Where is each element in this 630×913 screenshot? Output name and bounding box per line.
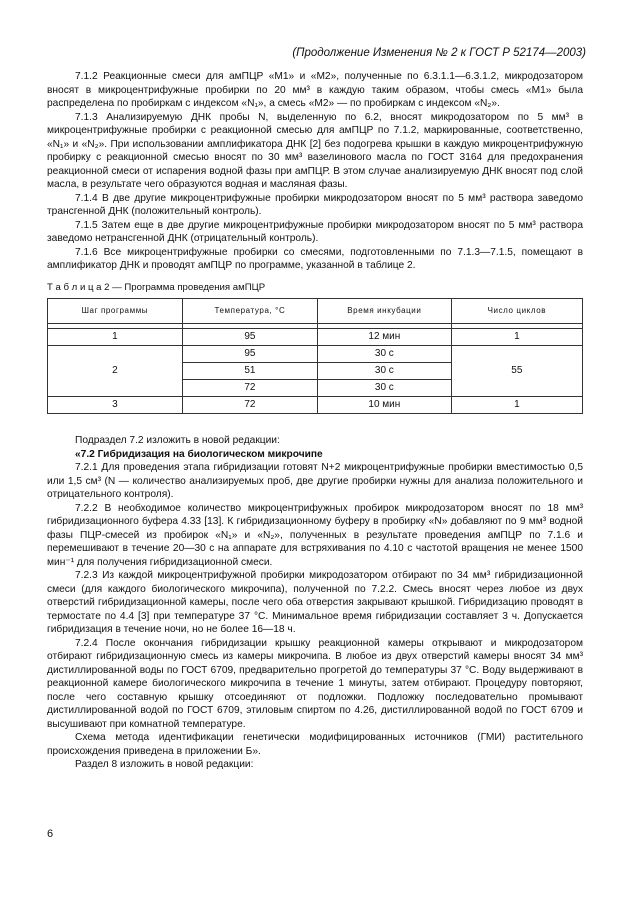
table-caption [47, 281, 583, 295]
table-caption-prefix: Т а б л и ц а 2 [47, 281, 110, 293]
cell-time: 30 с [317, 380, 451, 397]
cell-temperature: 51 [182, 363, 317, 380]
cell-cycles: 1 [451, 397, 582, 414]
table-header-row [48, 299, 583, 324]
header-step: Шаг программы [48, 299, 183, 324]
program-table [47, 298, 583, 414]
document-body [47, 70, 583, 772]
header-temperature: Температура, °С [182, 299, 317, 324]
cell-step: 3 [48, 397, 183, 414]
paragraph-7-1-5: 7.1.5 Затем еще в две другие микроцентрифужные пробирки микродозатором вносят по 5 мм³ раствора заведомо нетрансгенной ДНК (отрицательный контроль). [47, 219, 583, 244]
paragraph-section-8: Раздел 8 изложить в новой редакции: [75, 759, 254, 770]
page-header: (Продолжение Изменения № 2 к ГОСТ Р 52174—2003) [292, 47, 586, 59]
table-row [48, 397, 583, 414]
cell-time: 30 с [317, 346, 451, 363]
cell-cycles: 1 [451, 329, 582, 346]
cell-cycles: 55 [451, 346, 582, 397]
cell-temperature: 72 [182, 397, 317, 414]
paragraph-scheme: Схема метода идентификации генетически модифицированных источников (ГМИ) растительного происхождения приведена в приложении Б». [47, 732, 583, 757]
cell-temperature: 95 [182, 329, 317, 346]
paragraph-7-2-4: 7.2.4 После окончания гибридизации крышку реакционной камеры открывают и микродозатором отбирают гибридизационную смесь из камеры микрочипа. В любое из двух отверстий камеры вносят 34 мм³ дистиллированной воды по ГОСТ 6709, предварительно прогретой до температуры 37 °С. Воду выдерживают в реакционной камере биологического микрочипа в течение 1 минуты, затем отбирают. Процедуру повторяют, после чего составную крышку отсоединяют от подложки. Подложку последовательно промывают дистиллированной водой по ГОСТ 6709, этиловым спиртом по 4.26, дистиллированной водой по ГОСТ 6709 и высушивают при комнатной температуре. [47, 637, 583, 730]
paragraph-7-2-1: 7.2.1 Для проведения этапа гибридизации готовят N+2 микроцентрифужные пробирки вместимостью 0,5 или 1,5 см³ (N — количество анализируемых проб, две другие пробирки нужны для анализа положительного и отрицательного контроля). [47, 462, 583, 500]
paragraph-7-2-3: 7.2.3 Из каждой микроцентрифужной пробирки микродозатором отбирают по 34 мм³ гибридизационной смеси (для каждого биологического микрочипа), полученной по 7.2.2. Смесь вносят через любое из двух отверстий гибридизационной камеры, после чего оба отверстия закрывают крышкой. Гибридизацию проводят в термостате по 4.4 [3] при температуре 37 °С. Минимальное время гибридизации составляет 3 ч. Допускается гибридизация в течение ночи, но не более 16—18 ч. [47, 570, 583, 635]
table-caption-title: — Программа проведения амПЦР [109, 281, 266, 293]
paragraph-7-1-4: 7.1.4 В две другие микроцентрифужные пробирки микродозатором вносят по 5 мм³ раствора заведомо трансгенной ДНК (положительный контроль). [47, 192, 583, 217]
header-cycles: Число циклов [451, 299, 582, 324]
cell-step: 1 [48, 329, 183, 346]
paragraph-7-1-6: 7.1.6 Все микроцентрифужные пробирки со смесями, подготовленными по 7.1.3—7.1.5, помещают в амплификатор ДНК и проводят амПЦР по программе, указанной в таблице 2. [47, 246, 583, 271]
cell-step: 2 [48, 346, 183, 397]
table-row [48, 346, 583, 363]
page-number: 6 [47, 828, 54, 840]
paragraph-7-1-2: 7.1.2 Реакционные смеси для амПЦР «М1» и «М2», полученные по 6.3.1.1—6.3.1.2, микродозатором вносят в микроцентрифужные пробирки по 20 мм³ в каждую таким образом, чтобы смесь «М1» была распределена по пробиркам с индексом «N₁», а смесь «М2» — по пробиркам с индексом «N₂». [47, 71, 583, 109]
cell-time: 12 мин [317, 329, 451, 346]
paragraph-7-2-2: 7.2.2 В необходимое количество микроцентрифужных пробирок микродозатором вносят по 18 мм³ гибридизационного буфера 4.33 [13]. К гибридизационному буферу в пробирку «N» добавляют по 9 мм³ водной фазы ПЦР-смесей из пробирок «N₁» и «N₂», полученных в результате проведения амПЦР по 7.1.6 и перемешивают в течение 20—30 с на аппарате для встряхивания по 4.10 с частотой вращения не менее 1500 мин⁻¹ для получения гибридизационной смеси. [47, 502, 583, 568]
section-heading-7-2: «7.2 Гибридизация на биологическом микрочипе [75, 448, 323, 460]
cell-time: 10 мин [317, 397, 451, 414]
paragraph-intro-7-2: Подраздел 7.2 изложить в новой редакции: [75, 435, 280, 446]
paragraph-7-1-3: 7.1.3 Анализируемую ДНК пробы N, выделенную по 6.2, вносят микродозатором по 5 мм³ в микроцентрифужные пробирки с реакционной смесью для амПЦР по 7.1.2, маркированные, соответственно, «N₁» и «N₂». При использовании амплификатора ДНК [2] без подогрева крышки в каждую микроцентрифужную пробирку с реакционной смесью вносят по 30 мм³ вазелинового масла по ГОСТ 3164 для предохранения реакционной смеси от испарения водной фазы при амПЦР. В этом случае анализируемую ДНК вносят под слой масла, в результате чего образуются водная и масляная фазы. [47, 111, 583, 190]
table-row [48, 329, 583, 346]
header-time: Время инкубации [317, 299, 451, 324]
cell-time: 30 с [317, 363, 451, 380]
cell-temperature: 72 [182, 380, 317, 397]
cell-temperature: 95 [182, 346, 317, 363]
